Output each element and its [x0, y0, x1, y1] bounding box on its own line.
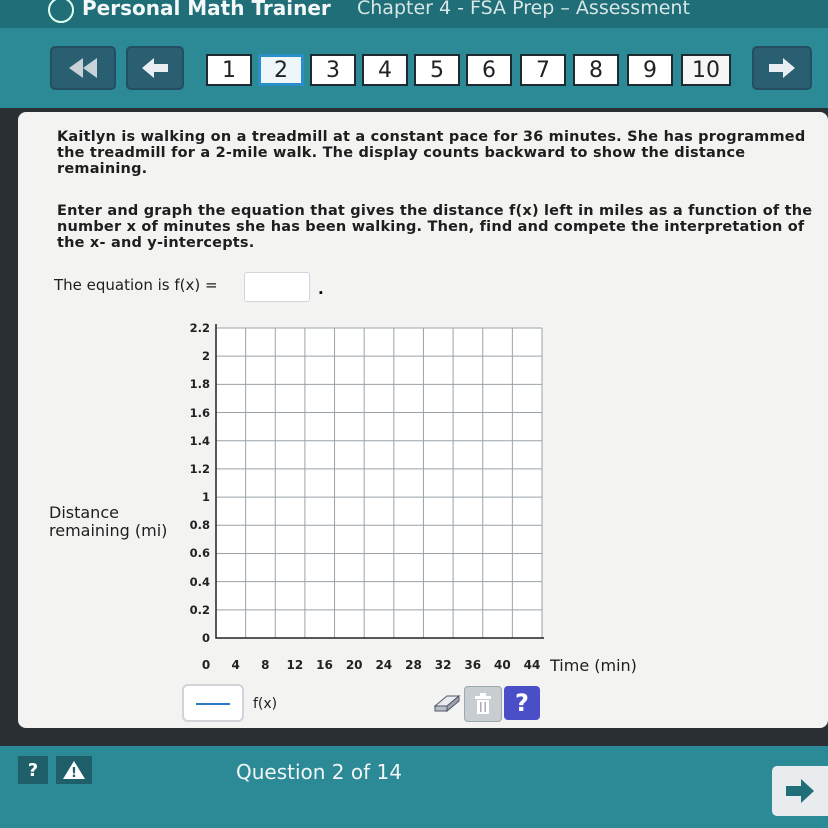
y-tick-label: 2: [201, 349, 210, 364]
equation-period: .: [318, 280, 324, 298]
x-tick-label: 20: [345, 658, 363, 672]
y-axis-label: [49, 504, 167, 540]
x-tick-label: 40: [494, 658, 511, 672]
delete-button[interactable]: [464, 686, 502, 722]
question-7-button[interactable]: 7: [520, 54, 566, 86]
instruction-line-1: Enter and graph the equation that gives the distance f(x) left in miles as a function of the: [57, 203, 813, 219]
legend-line-swatch: [196, 703, 230, 705]
y-axis-label-line-1: Distance: [49, 503, 119, 522]
y-tick-label: 1.4: [189, 433, 210, 448]
question-8-button[interactable]: 8: [573, 54, 619, 86]
app-title: Personal Math Trainer: [82, 0, 331, 20]
x-tick-label: 44: [523, 658, 541, 672]
question-5-button[interactable]: 5: [414, 54, 460, 86]
x-tick-label: 4: [231, 658, 240, 672]
equation-label: The equation is f(x) =: [54, 276, 218, 294]
eraser-icon: [429, 692, 463, 714]
y-tick-label: 2.2: [189, 321, 210, 335]
question-10-button[interactable]: 10: [681, 54, 731, 86]
submit-next-button[interactable]: [772, 766, 828, 816]
x-tick-label: 8: [261, 658, 270, 672]
question-counter: Question 2 of 14: [236, 760, 402, 784]
y-axis-label-line-2: remaining (mi): [49, 521, 168, 540]
instruction-line-3: the x- and y-intercepts.: [57, 235, 255, 251]
question-1-button[interactable]: 1: [206, 54, 252, 86]
question-4-button[interactable]: 4: [362, 54, 408, 86]
eraser-button[interactable]: [428, 686, 464, 720]
y-tick-label: 0.8: [189, 518, 210, 533]
x-tick-label: 12: [286, 658, 304, 672]
function-legend-button[interactable]: [182, 684, 244, 722]
plot-area[interactable]: [216, 328, 542, 638]
warning-icon-mark: !: [71, 766, 77, 780]
chapter-title: Chapter 4 - FSA Prep – Assessment: [357, 0, 690, 19]
warning-icon: [62, 760, 86, 780]
x-axis-label: Time (min): [550, 656, 637, 675]
y-tick-label: 0.2: [189, 602, 210, 617]
problem-line-3: remaining.: [57, 161, 148, 177]
bottom-bar: [0, 746, 828, 828]
problem-line-1: Kaitlyn is walking on a treadmill at a constant pace for 36 minutes. She has programmed: [57, 129, 806, 145]
x-tick-label: 28: [405, 658, 422, 672]
problem-line-2: the treadmill for a 2-mile walk. The display counts backward to show the distance: [57, 145, 746, 161]
right-arrow-icon: [784, 778, 816, 804]
x-tick-label: 0: [201, 658, 211, 672]
question-6-button[interactable]: 6: [466, 54, 512, 86]
help-button[interactable]: ?: [504, 686, 540, 720]
y-tick-label: 0: [201, 631, 210, 645]
y-tick-label: 1: [201, 490, 210, 505]
x-tick-label: 36: [464, 658, 482, 672]
y-tick-label: 1.2: [189, 461, 210, 476]
question-9-button[interactable]: 9: [627, 54, 673, 86]
trash-icon: [472, 692, 494, 716]
instruction-line-2: number x of minutes she has been walking. Then, find and compete the interpretation of: [57, 219, 805, 235]
footer-help-button[interactable]: ?: [18, 756, 48, 784]
x-tick-label: 24: [375, 658, 393, 672]
question-2-button[interactable]: 2: [258, 54, 304, 86]
y-tick-label: 0.4: [189, 574, 210, 589]
x-tick-label: 16: [316, 658, 333, 672]
question-3-button[interactable]: 3: [310, 54, 356, 86]
legend-label: f(x): [253, 696, 278, 712]
y-tick-label: 0.6: [189, 546, 210, 561]
y-tick-label: 1.6: [189, 405, 210, 420]
report-problem-button[interactable]: [56, 756, 92, 784]
y-tick-label: 1.8: [189, 377, 210, 392]
x-tick-label: 32: [434, 658, 452, 672]
